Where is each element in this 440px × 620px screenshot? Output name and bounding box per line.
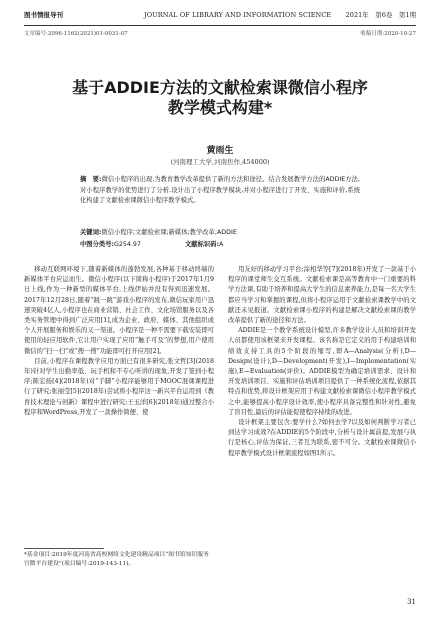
body-paragraph: 设计框架主要包含:要学什么?如何去学?以及如何判断学习者已到达学习成效?在ADDIE的5个阶段中,分析与设计属前提,发展与执行是核心,评估为保证,三者互为联系,密不可分。文献检索课微信小程序教学模式设计框架流程如图1所示。 bbox=[228, 419, 416, 457]
journal-name-cn: 图书情报导刊 bbox=[24, 11, 63, 19]
keywords-label: 关键词: bbox=[80, 229, 102, 236]
body-paragraph: 目前,小程序在课程教学应用方面已有很多研究,张文哲[3](2018年)针对学生出勤率低、玩手机和不专心听讲的现象,开发了签到小程序;陈宏扬[4](2018年)对“手脚”小程序能够用于MOOC混课课程进行了研究;张丽莹[5](2018年)尝试将小程序这一新兴平台运用到《教育技术理论与创新》课程中进行研究;王玉洋[6](2018年)通过整合小程序和WordPress,开发了一款操作简便、使 bbox=[24, 357, 214, 416]
abstract-text: 微信小程序的出现,为教育教学改革提供了新的方法和途径。结合发展教学方法的ADDIE方法,对小程序教学的优势进行了分析,设计出了小程序教学模块,并对小程序进行了开发、实施和评价,系统化构建了文献检索课微信小程序教学模式。 bbox=[80, 176, 360, 204]
clc-label: 中图分类号: bbox=[80, 241, 115, 248]
issue-info: 2021年 第6卷 第1期 bbox=[345, 11, 416, 19]
clc-value: G254.97 bbox=[114, 241, 141, 248]
header-rule bbox=[24, 25, 416, 26]
article-meta bbox=[24, 27, 416, 41]
footnote-rule bbox=[24, 548, 104, 549]
author-name: 黄雨生 bbox=[206, 146, 234, 156]
abstract bbox=[80, 175, 360, 207]
footnote: *基金项目:2019年度河南省高校网络文化建设精品项目“图书馆知识服务官微平台建设”(项目编号:2019-143-11)。 bbox=[24, 552, 209, 567]
keywords-text: 微信小程序;文献检索课;新媒体;教学改革;ADDIE bbox=[101, 229, 237, 236]
body-paragraph: 移动互联网环境下,随着新媒体的蓬勃发展,各种基于移动终端的新媒体平台应运而生。微信小程序(以下简称小程序)于2017年1月9日上线,作为一种新型的媒体平台,上线伊始并没有得到迅速发展。2017年12月28日,随着“跳一跳”游戏小程序的发布,微信玩家用户迅速突破4亿人,小程序也在商业营销、社会工作、文化场馆服务以及各类实务管理中得到广泛应用[1],成为企业、政府、媒体、其他组织或个人开展服务和娱乐的又一渠道。小程序是一种不需要下载安装即可使用的轻应用软件,它让用户实现了应用“触手可及”的梦想,用户使用微信的“扫一扫”或“搜一搜”功能即可打开应用[2]。 bbox=[24, 266, 214, 355]
received-date: 收稿日期:2020-10-27 bbox=[360, 31, 416, 37]
body-paragraph: ADDIE是一个教学系统设计模型,许多教学设计人员和培训开发人员都使用该框架来开发课程。该名称是它定义的用于构建培训和绩效支持工具的5个阶段的缩写,即A—Analysis(分析),D—Design(设计),D—Development(开发),I—Implementation(实施),E—Evaluation(评价)。ADDIE模型为确定培训需求、设计和开发培训项目、实施和评估培训项目提供了一种系统化流程,依据其特点和优势,将设计框架应用于构建文献检索课微信小程序教学模式之中,能够提高小程序设计效率,使小程序具备完整性和针对性,避免了盲目性,最后的评估能促使程序持续的改进。 bbox=[228, 327, 416, 416]
running-header bbox=[24, 6, 416, 24]
journal-name-en: JOURNAL OF LIBRARY AND INFORMATION SCIENCE bbox=[144, 11, 332, 19]
body-column-left bbox=[24, 265, 214, 418]
title-line-1: 基于ADDIE方法的文献检索课微信小程序 bbox=[72, 78, 368, 97]
title-line-2: 教学模式构建* bbox=[167, 98, 273, 117]
body-paragraph: 用友好的移动学习平台;涂相华等[7](2018年)开发了一款基于小程序的课堂师生交互系统。文献检索课是高等教育中一门重要的科学方法课,有助于培养和提高大学生的信息素养能力,是每一名大学生都应当学习和掌握的课程,但将小程序运用于文献检索课教学中的文献还未见报道。文献检索课小程序的构建是解决文献检索课的教学改革提供了新的途径和方法。 bbox=[228, 266, 416, 325]
doc-code-label: 文献标识码: bbox=[184, 241, 219, 248]
abstract-label: 摘 要: bbox=[80, 176, 102, 183]
article-title bbox=[40, 78, 400, 118]
body-column-right bbox=[228, 265, 416, 459]
classification-line bbox=[80, 240, 380, 250]
author-affiliation: (河南理工大学,河南焦作,454000) bbox=[170, 158, 270, 166]
keywords bbox=[80, 228, 360, 238]
page-number: 31 bbox=[407, 598, 416, 606]
doc-id: 文章编号:2096-1162(2021)01-0031-07 bbox=[24, 31, 128, 37]
doc-code-value: A bbox=[218, 241, 224, 248]
